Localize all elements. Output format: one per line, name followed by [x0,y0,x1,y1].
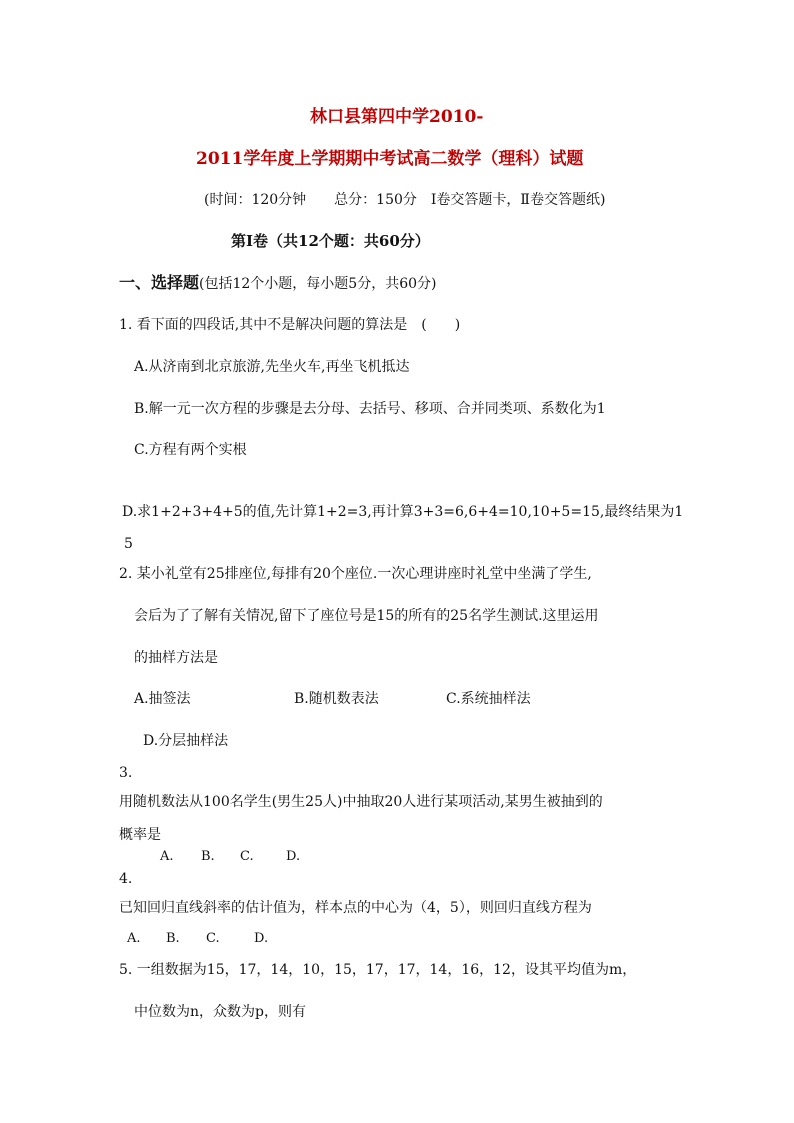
q4-option-c: C. [206,931,220,946]
q2-stem-line2: 会后为了了解有关情况,留下了座位号是15的所有的25名学生测试.这里运用 [134,608,599,624]
q3-stem-line1: 用随机数法从100名学生(男生25人)中抽取20人进行某项活动,某男生被抽到的 [119,794,603,810]
section-heading [119,274,436,293]
exam-title-line1: 林口县第四中学2010- [310,107,484,127]
q2-option-d: D.分层抽样法 [143,733,229,749]
q1-option-d-line2: 5 [124,536,133,552]
q1-option-b: B.解一元一次方程的步骤是去分母、去括号、移项、合并同类项、系数化为1 [134,401,606,417]
q1-option-c: C.方程有两个实根 [134,442,247,458]
q3-option-a: A. [160,849,174,864]
q4-number: 4. [119,871,133,887]
q3-option-b: B. [201,849,215,864]
q3-option-c: C. [240,849,254,864]
q1-option-d-line1: D.求1+2+3+4+5的值,先计算1+2=3,再计算3+3=6,6+4=10,10+5=15,最终结果为1 [122,504,684,520]
exam-title-line2: 2011学年度上学期期中考试高二数学（理科）试题 [196,149,584,169]
q3-option-d: D. [286,849,301,864]
q2-option-b: B.随机数表法 [294,691,379,707]
exam-info: (时间：120分钟 总分：150分 Ⅰ卷交答题卡，Ⅱ卷交答题纸) [204,192,606,208]
q1-stem: 1. 看下面的四段话,其中不是解决问题的算法是 ( ) [119,317,461,333]
section-title: 一、选择题 [119,273,200,292]
q4-option-d: D. [254,931,269,946]
q2-option-c: C.系统抽样法 [446,691,531,707]
q3-stem-line2: 概率是 [119,827,161,843]
q5-stem-line2: 中位数为n，众数为p，则有 [134,1004,306,1020]
q3-number: 3. [119,765,133,781]
q4-option-a: A. [127,931,141,946]
q2-option-a: A.抽签法 [134,691,191,707]
q4-stem: 已知回归直线斜率的估计值为，样本点的中心为（4，5），则回归直线方程为 [119,900,592,916]
q5-stem-line1: 5. 一组数据为15，17，14，10，15，17，17，14，16，12，设其平均值为m， [119,962,637,978]
q4-option-b: B. [166,931,180,946]
q2-stem-line3: 的抽样方法是 [134,650,218,666]
section-note: (包括12个小题，每小题5分，共60分) [199,276,437,292]
q1-option-a: A.从济南到北京旅游,先坐火车,再坐飞机抵达 [134,359,410,375]
volume-heading: 第Ⅰ卷（共12个题：共60分） [231,232,430,250]
q2-stem-line1: 2. 某小礼堂有25排座位,每排有20个座位.一次心理讲座时礼堂中坐满了学生, [119,566,592,582]
